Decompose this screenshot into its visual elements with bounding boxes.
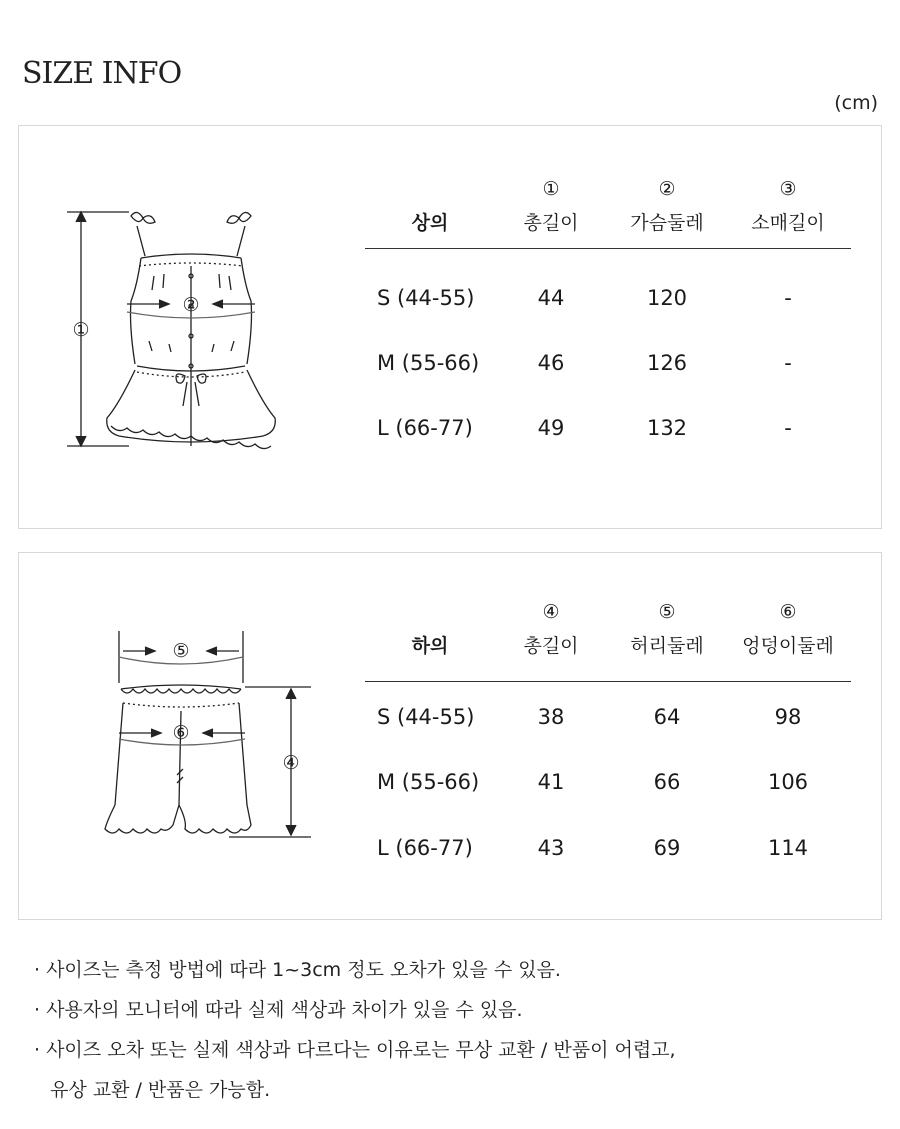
top-garment-illustration — [19, 126, 359, 530]
measure-marker-5: ⑤ — [172, 640, 190, 662]
table-divider — [365, 248, 851, 249]
table-header-hip: ⑥ 엉덩이둘레 — [742, 601, 834, 657]
bottom-size-panel: ⑤ ⑥ ④ 하의 ④ 총길이 ⑤ 허리둘레 ⑥ 엉덩이둘레 S (44-55) 38 64 98 M (55-66) 41 66 106 L (66-77) 43 69 114 — [18, 552, 882, 920]
note-line: · 사이즈 오차 또는 실제 색상과 다르다는 이유로는 무상 교환 / 반품이 어렵고, — [34, 1039, 676, 1061]
unit-label: (cm) — [834, 92, 878, 114]
table-header-sleeve: ③ 소매길이 — [751, 178, 825, 234]
table-header-category: 상의 — [411, 212, 449, 234]
table-divider — [365, 681, 851, 682]
shorts-illustration — [19, 553, 359, 921]
measure-marker-2: ② — [182, 294, 200, 316]
measure-marker-1: ① — [72, 319, 90, 341]
measure-marker-6: ⑥ — [172, 722, 190, 744]
note-line: · 사이즈는 측정 방법에 따라 1~3cm 정도 오차가 있을 수 있음. — [34, 959, 561, 981]
table-header-length: ① 총길이 — [523, 178, 579, 234]
measure-marker-4: ④ — [282, 752, 300, 774]
table-header-chest: ② 가슴둘레 — [630, 178, 704, 234]
note-line: · 사용자의 모니터에 따라 실제 색상과 차이가 있을 수 있음. — [34, 999, 523, 1021]
table-header-category: 하의 — [411, 635, 449, 657]
table-header-waist: ⑤ 허리둘레 — [630, 601, 704, 657]
top-size-panel: ① ② 상의 ① 총길이 ② 가슴둘레 ③ 소매길이 S (44-55) 44 120 - M (55-66) 46 126 - L (66-77) 49 132 - — [18, 125, 882, 529]
page-title: SIZE INFO — [22, 56, 182, 91]
table-header-length: ④ 총길이 — [523, 601, 579, 657]
note-line: 유상 교환 / 반품은 가능함. — [50, 1079, 271, 1101]
size-notes — [34, 950, 676, 1110]
